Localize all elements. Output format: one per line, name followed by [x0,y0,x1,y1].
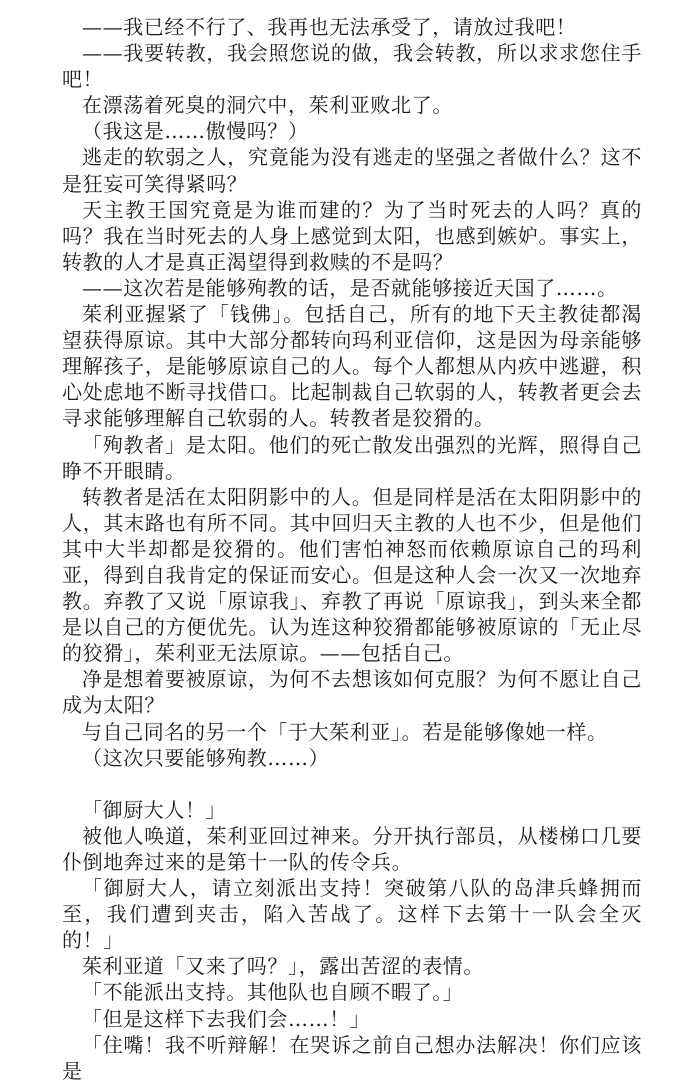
paragraph-6: 天主教王国究竟是为谁而建的？为了当时死去的人吗？真的吗？我在当时死去的人身上感觉到太阳，也感到嫉妒。事实上，转教的人才是真正渴望得到救赎的不是吗？ [62,197,642,274]
paragraph-14: 「御厨大人！」 [82,797,227,822]
paragraph-2: ——我要转教，我会照您说的做，我会转教，所以求求您住手吧！ [62,41,642,92]
paragraph-9: 「殉教者」是太阳。他们的死亡散发出强烈的光辉，照得自己睁不开眼睛。 [62,432,642,483]
paragraph-10: 转教者是活在太阳阴影中的人。但是同样是活在太阳阴影中的人，其末路也有所不同。其中回归天主教的人也不少，但是他们其中大半却都是狡猾的。他们害怕神怒而依赖原谅自己的玛利亚，得到自我肯定的保证而安心。但是这种人会一次又一次地弃教。弃教了又说「原谅我」、弃教了再说「原谅我」，到头来全都是以自己的方便优先。认为连这种狡猾都能够被原谅的「无止尽的狡猾」，茱利亚无法原谅。——包括自己。 [62,484,642,666]
paragraph-15: 被他人唤道，茱利亚回过神来。分开执行部员，从楼梯口几要仆倒地奔过来的是第十一队的传令兵。 [62,823,642,874]
paragraph-17: 茱利亚道「又来了吗？」，露出苦涩的表情。 [82,954,484,979]
paragraph-3: 在漂荡着死臭的洞穴中，茱利亚败北了。 [82,93,453,118]
paragraph-13: （这次只要能够殉教……） [82,745,330,770]
paragraph-1: ——我已经不行了、我再也无法承受了，请放过我吧！ [82,15,577,39]
paragraph-5: 逃走的软弱之人，究竟能为没有逃走的坚强之者做什么？这不是狂妄可笑得紧吗？ [62,145,642,196]
paragraph-19: 「但是这样下去我们会……！」 [82,1006,371,1031]
paragraph-7: ——这次若是能够殉教的话，是否就能够接近天国了……。 [82,275,618,300]
paragraph-8: 茱利亚握紧了「钱佛」。包括自己，所有的地下天主教徒都渴望获得原谅。其中大部分都转向玛利亚信仰，这是因为母亲能够理解孩子，是能够原谅自己的人。每个人都想从内疚中逃避，积心处虑地不断寻找借口。比起制裁自己软弱的人，转教者更会去寻求能够理解自己软弱的人。转教者是狡猾的。 [62,302,642,431]
paragraph-18: 「不能派出支持。其他队也自顾不暇了。」 [82,980,464,1005]
paragraph-16: 「御厨大人，请立刻派出支持！突破第八队的岛津兵蜂拥而至，我们遭到夹击，陷入苦战了。这样下去第十一队会全灭的！」 [62,876,642,953]
section-break [62,771,642,797]
paragraph-20: 「住嘴！我不听辩解！在哭诉之前自己想办法解决！你们应该是 [62,1032,642,1083]
text-body [62,14,642,1084]
paragraph-11: 净是想着要被原谅，为何不去想该如何克服？为何不愿让自己成为太阳？ [62,667,642,718]
paragraph-12: 与自己同名的另一个「于大茱利亚」。若是能够像她一样。 [82,719,608,744]
paragraph-4: （我这是……傲慢吗？） [82,119,309,144]
